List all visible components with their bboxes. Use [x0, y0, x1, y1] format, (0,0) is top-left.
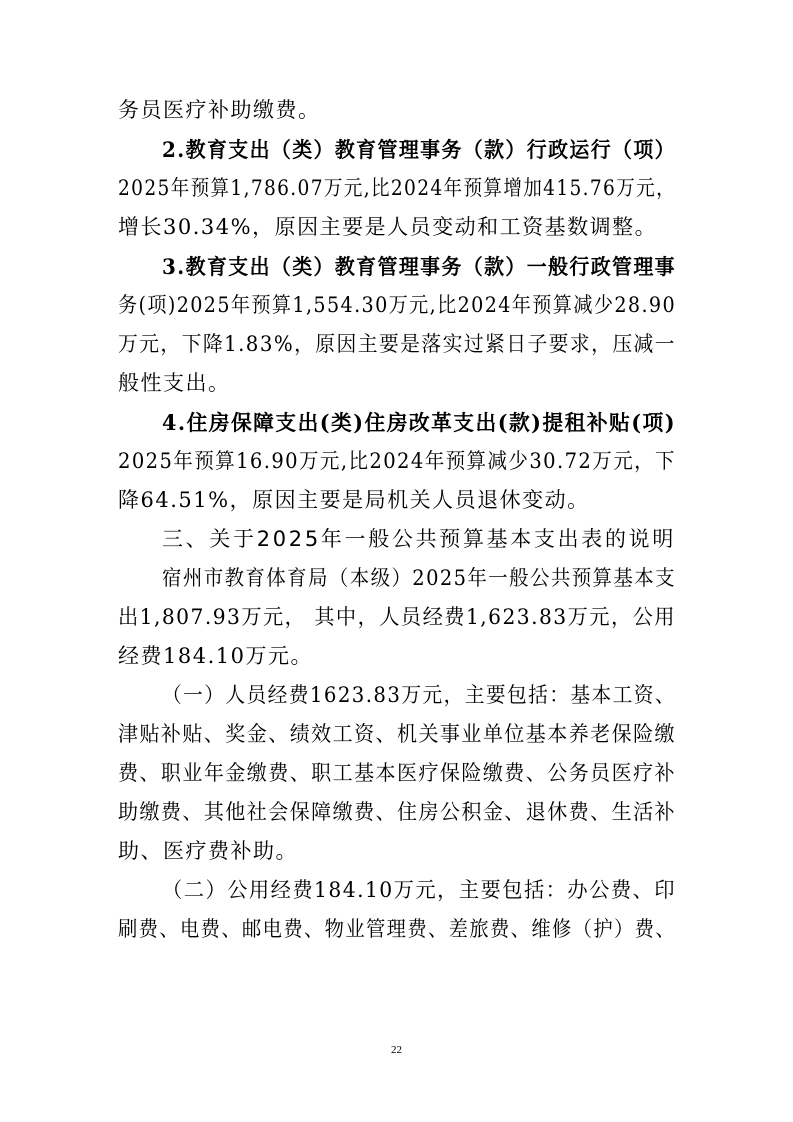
- paragraph-line: 2025年预算1,786.07万元,比2024年预算增加415.76万元，: [118, 176, 676, 200]
- paragraph-line: 宿州市教育体育局（本级）2025年一般公共预算基本支: [162, 566, 676, 590]
- paragraph-line: 出1,807.93万元， 其中，人员经费1,623.83万元，公用: [118, 605, 676, 629]
- item-heading-2: 2.教育支出（类）教育管理事务（款）行政运行（项）: [162, 137, 676, 162]
- paragraph-line: 务员医疗补助缴费。: [118, 98, 321, 122]
- paragraph-line: 助缴费、其他社会保障缴费、住房公积金、退休费、生活补: [118, 800, 676, 824]
- section-heading: 三、关于2025年一般公共预算基本支出表的说明: [162, 527, 676, 551]
- paragraph-line: 经费184.10万元。: [118, 644, 313, 668]
- paragraph-line: 万元，下降1.83%，原因主要是落实过紧日子要求，压减一: [118, 332, 676, 356]
- paragraph-line: 刷费、电费、邮电费、物业管理费、差旅费、维修（护）费、: [118, 917, 676, 941]
- paragraph-line: 津贴补贴、奖金、绩效工资、机关事业单位基本养老保险缴: [118, 722, 676, 746]
- page-number: 22: [391, 1044, 402, 1056]
- paragraph-line: 费、职业年金缴费、职工基本医疗保险缴费、公务员医疗补: [118, 761, 676, 785]
- paragraph-line: 增长30.34%，原因主要是人员变动和工资基数调整。: [118, 215, 658, 239]
- paragraph-line: 般性支出。: [118, 371, 231, 395]
- item-heading-4: 4.住房保障支出(类)住房改革支出(款)提租补贴(项): [162, 410, 676, 435]
- item-heading-3: 3.教育支出（类）教育管理事务（款）一般行政管理事: [162, 254, 676, 279]
- paragraph-line: 2025年预算16.90万元,比2024年预算减少30.72万元，下: [118, 449, 676, 473]
- paragraph-line: 助、医疗费补助。: [118, 839, 298, 863]
- paragraph-line: （一）人员经费1623.83万元，主要包括：基本工资、: [162, 683, 676, 707]
- paragraph-line: 务(项)2025年预算1,554.30万元,比2024年预算减少28.90: [118, 293, 676, 317]
- paragraph-line: 降64.51%，原因主要是局机关人员退休变动。: [118, 488, 590, 512]
- paragraph-line: （二）公用经费184.10万元，主要包括：办公费、印: [162, 878, 676, 902]
- document-body: [118, 96, 676, 954]
